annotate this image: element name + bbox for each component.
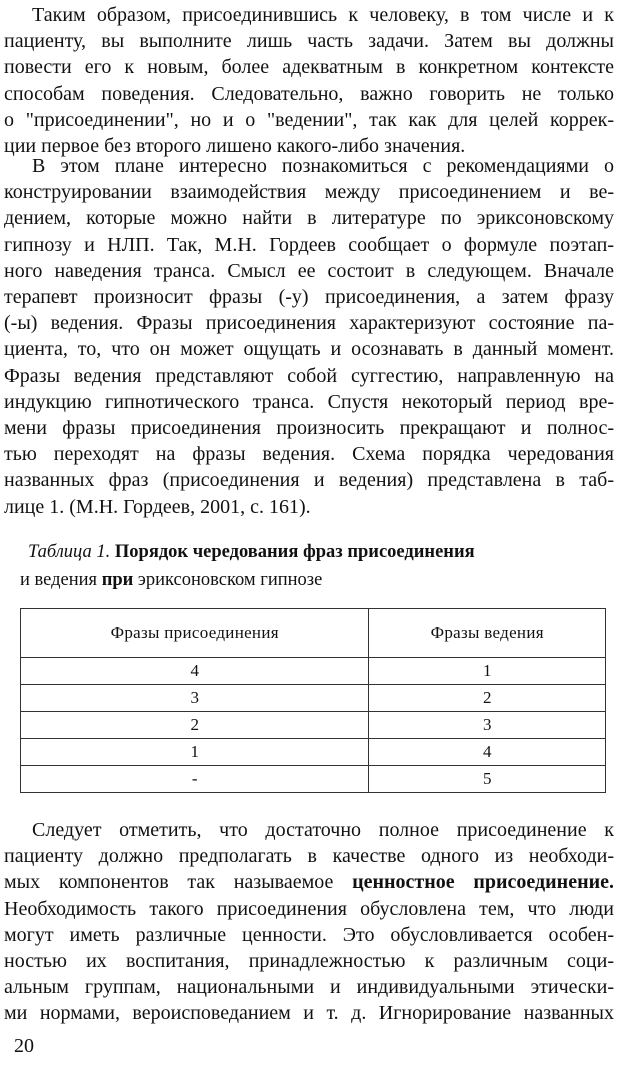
text-line: конструировании взаимодействия между присоединением и ве- xyxy=(4,181,614,204)
text-line: (-ы) ведения. Фразы присоединения характеризуют состояние па- xyxy=(4,312,614,335)
text-fragment: мых компонентов так называемое xyxy=(4,871,334,894)
sequence-table xyxy=(20,608,606,793)
table-cell: - xyxy=(21,766,369,793)
table-cell: 1 xyxy=(21,739,369,766)
text-line: Таким образом, присоединившись к человеку, в том числе и к xyxy=(32,4,614,26)
caption-line2-end: эриксоновском гипнозе xyxy=(137,570,323,590)
table-caption xyxy=(20,538,608,594)
text-line: ного наведения транса. Смысл ее состоит в следующем. Вначале xyxy=(4,259,614,282)
text-line: Фразы ведения представляют собой суггестию, направленную на xyxy=(4,364,614,387)
text-line: повести его к новым, более адекватным в конкретном контексте xyxy=(4,56,614,79)
table-cell: 4 xyxy=(369,739,606,766)
caption-label: Таблица 1. xyxy=(28,542,111,562)
table-cell: 2 xyxy=(369,685,606,712)
table-cell: 5 xyxy=(369,766,606,793)
text-line: Следует отметить, что достаточно полное присоединение к xyxy=(32,819,614,841)
text-line: способам поведения. Следовательно, важно говорить не только xyxy=(4,82,614,105)
column-header-leading: Фразы ведения xyxy=(369,609,606,658)
table-header-row xyxy=(21,609,606,658)
text-line: о "присоединении", но и о "ведении", так как для целей коррек- xyxy=(4,108,614,131)
table-cell: 1 xyxy=(369,658,606,685)
paragraph-3 xyxy=(4,817,614,1027)
table-cell: 3 xyxy=(21,685,369,712)
text-line: дением, которые можно найти в литературе по эриксоновскому xyxy=(4,207,614,230)
text-line: ностью их воспитания, принадлежностью к различным соци- xyxy=(4,950,614,973)
text-line: терапевт произносит фразы (-у) присоединения, а затем фразу xyxy=(4,286,614,309)
text-line: Необходимость такого присоединения обусловлена тем, что люди xyxy=(4,897,614,920)
table-cell: 2 xyxy=(21,712,369,739)
page-number: 20 xyxy=(14,1035,34,1057)
paragraph-2 xyxy=(4,153,614,520)
bold-term: ценностное присоединение. xyxy=(352,871,614,894)
table-cell: 3 xyxy=(369,712,606,739)
text-line: названных фраз (присоединения и ведения) представлена в таб- xyxy=(4,469,614,492)
text-line: ции первое без второго лишено какого-либо значения. xyxy=(4,135,466,158)
table-row xyxy=(21,766,606,793)
column-header-joining: Фразы присоединения xyxy=(21,609,369,658)
text-line: гипнозу и НЛП. Так, М.Н. Гордеев сообщает о формуле поэтап- xyxy=(4,233,614,256)
paragraph-1 xyxy=(4,2,614,159)
text-line: индукцию гипнотического транса. Спустя некоторый период вре- xyxy=(4,390,614,413)
caption-title: Порядок чередования фраз присоединения xyxy=(114,542,475,562)
text-line: ми нормами, вероисповеданием и т. д. Игнорирование названных xyxy=(4,1002,614,1025)
sequence-table-wrapper xyxy=(20,608,606,793)
text-line: мени фразы присоединения произносить прекращают и полнос- xyxy=(4,417,614,440)
text-line: альным группам, национальными и индивидуальными этически- xyxy=(4,976,614,999)
text-line: В этом плане интересно познакомиться с рекомендациями о xyxy=(32,155,614,177)
table-row xyxy=(21,685,606,712)
caption-line2-bold: при xyxy=(101,570,134,590)
text-line: пациенту, вы выполните лишь часть задачи. Затем вы должны xyxy=(4,30,614,53)
text-line: циента, то, что он может ощущать и осознавать в данный момент. xyxy=(4,338,614,361)
text-line: тью переходят на фразы ведения. Схема порядка чередования xyxy=(4,443,614,466)
text-line: могут иметь различные ценности. Это обусловливается особен- xyxy=(4,923,614,946)
table-row xyxy=(21,658,606,685)
table-row xyxy=(21,712,606,739)
table-cell: 4 xyxy=(21,658,369,685)
table-row xyxy=(21,739,606,766)
text-line-mixed xyxy=(4,869,614,895)
text-line: лице 1. (М.Н. Гордеев, 2001, с. 161). xyxy=(4,495,311,518)
caption-line2-start: и ведения xyxy=(20,570,98,590)
text-line: пациенту должно предполагать в качестве одного из необходи- xyxy=(4,845,614,868)
